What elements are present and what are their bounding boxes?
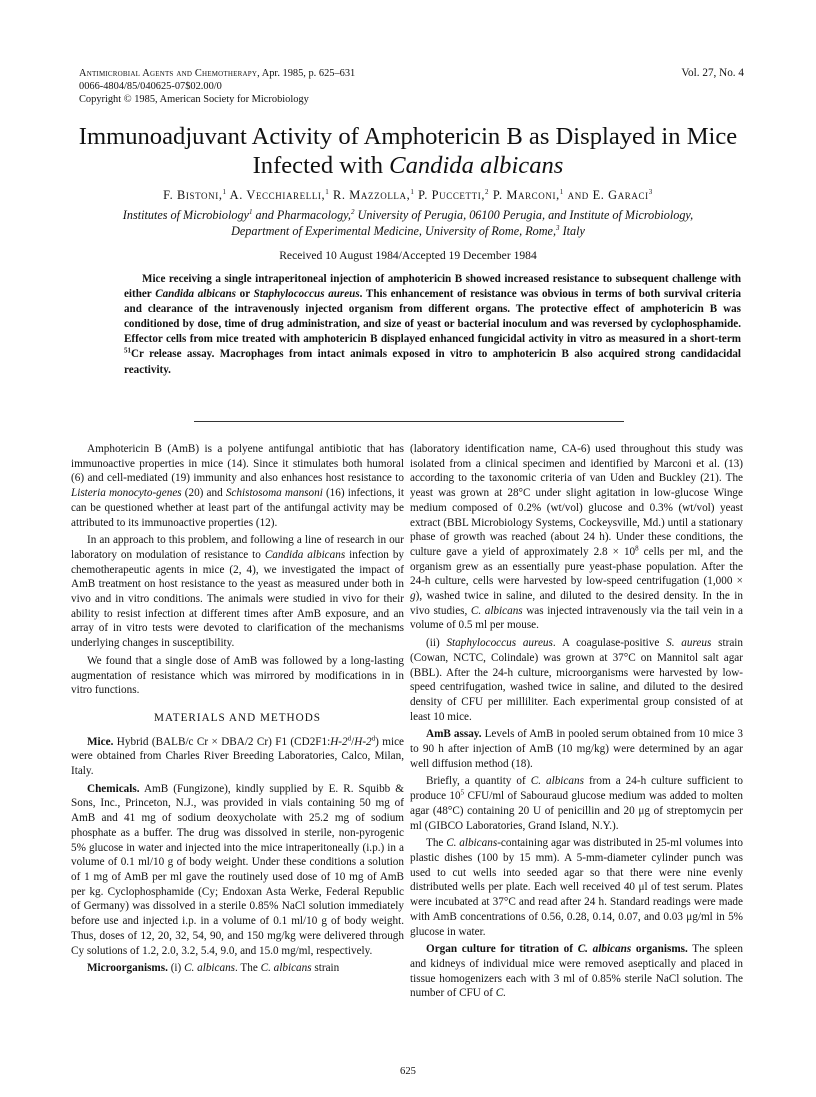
abstract-species: Staphylococcus aureus	[253, 288, 360, 301]
issue-date: , Apr. 1985, p. 625–631	[257, 68, 356, 79]
affiliation-text: Italy	[559, 224, 585, 238]
staph-paragraph: (ii) Staphylococcus aureus. A coagulase-positive S. aureus strain (Cowan, NCTC, Colindale) was grown at 37°C on Mannitol salt agar (BBL). After the 24-h culture, microorganisms were harvested by low-speed centrifugation, washed twice in saline, and diluted to the desired density of CFU per milliliter. Each experimental group consisted of at least 10 mice.	[410, 637, 743, 723]
affiliation-text: University of Perugia, 06100 Perugia, and Institute of Microbiology,	[354, 208, 694, 222]
intro-paragraph-2: In an approach to this problem, and following a line of research in our laboratory on modulation of resistance to Candida albicans infection by chemotherapeutic agents in mice (2, 4), we investigated the impact of AmB treatment on host resistance to the yeast as measured under both in vivo and in vitro conditions. The animals were studied in vivo for their ability to resist infection at different times after AmB exposure, and an array of in vitro tests were devoted to clarification of the mechanisms underlying changes in susceptibility.	[71, 534, 405, 650]
author: A. Vecchiarelli,	[229, 188, 326, 202]
running-header	[79, 67, 519, 106]
author-affiliation-mark: 3	[648, 187, 653, 196]
author-list	[60, 188, 756, 203]
article-title	[70, 122, 746, 180]
abstract-text: . This enhancement of resistance was obvious in terms of both survival criteria and clearance of the intravenously injected organism from different organs. The protective effect of amphotericin B was conditioned by dose, time of drug administration, and size of yeast or bacterial inoculum and was reversed by cyclophosphamide. Effector cells from mice treated with amphotericin B displayed enhanced fungicidal activity in vitro as measured in a short-term	[124, 288, 741, 346]
organ-culture-paragraph: Organ culture for titration of C. albicans organisms. The spleen and kidneys of individual mice were removed aseptically and placed in tissue homogenizers each with 3 ml of 0.85% sterile NaCl solution. The number of CFU of C.	[410, 943, 743, 1000]
journal-name: Antimicrobial Agents and Chemotherapy	[79, 68, 258, 79]
abstract-species: Candida albicans	[155, 288, 236, 301]
author-affiliation-mark: 1	[410, 187, 415, 196]
section-heading: MATERIALS AND METHODS	[153, 711, 322, 724]
strain-paragraph: (laboratory identification name, CA-6) used throughout this study was isolated from a clinical specimen and identified by Marconi et al. (13) according to the taxonomic criteria of van Uden and Buckley (21). The yeast was grown at 28°C under slight agitation in low-glucose Winge medium composed of 0.2% (wt/vol) glucose and 0.3% (wt/vol) yeast extract (BBL Microbiology Systems, Cockeysville, Md.) until a stationary phase of growth was reached (about 24 h). Under these conditions, the culture gave a yield of approximately $2.8 \times 10^8$ cells per ml, and the organism grew as an essentially pure yeast-phase population. After the 24-h culture, cells were harvested by low-speed centrifugation (1,000 × g), washed twice in saline, and diluted to the desired density. In the in vivo studies, C. albicans was injected intravenously via the tail vein in a volume of 0.5 ml per mouse.	[410, 443, 744, 632]
title-line-1: Immunoadjuvant Activity of Amphotericin B as Displayed in Mice	[78, 123, 738, 150]
author-affiliation-mark: 1	[222, 187, 227, 196]
paragraph-label: Chemicals.	[87, 782, 140, 795]
author-affiliation-mark: 1	[325, 187, 330, 196]
author: and E. Garaci	[567, 188, 649, 202]
briefly-paragraph: Briefly, a quantity of C. albicans from a 24-h culture sufficient to produce $10^5$ CFU/ml of Sabouraud glucose medium was added to molten agar (48°C) containing 20 U of penicillin and 20 μg of streptomycin per ml (GIBCO Laboratories, Grand Island, N.Y.).	[410, 775, 744, 832]
received-dates: Received 10 August 1984/Accepted 19 December 1984	[279, 249, 537, 262]
abstract-text: or	[235, 288, 254, 301]
volume-info: Vol. 27, No. 4	[681, 67, 744, 79]
microorganisms-paragraph: Microorganisms. (i) C. albicans. The C. albicans strain	[87, 962, 340, 975]
author: R. Mazzolla,	[333, 188, 411, 202]
page-number: 625	[400, 1066, 416, 1077]
title-line-2: Infected with	[252, 152, 390, 179]
left-column	[71, 442, 404, 979]
paragraph-label: AmB assay.	[426, 728, 482, 741]
intro-paragraph-1: Amphotericin B (AmB) is a polyene antifungal antibiotic that has immunoactive properties in mice (14). Since it stimulates both humoral (6) and cell-mediated (19) immunity and also enhances host resistance to Listeria monocyto-genes (20) and Schistosoma mansoni (16) infections, it can be questioned whether at least part of the antifungal activity may be attributed to its immunoactive properties (12).	[71, 443, 404, 529]
author-affiliation-mark: 2	[485, 187, 490, 196]
journal-citation	[79, 67, 519, 80]
author: F. Bistoni,	[163, 188, 223, 202]
right-column	[410, 442, 743, 1004]
affiliation-text: Institutes of Microbiology	[122, 208, 249, 222]
agar-paragraph: The C. albicans-containing agar was distributed in 25-ml volumes into plastic dishes (100 by 15 mm). A 5-mm-diameter cylinder punch was used to cut wells into seeded agar so that there were nine evenly distributed wells per plate. Each well received 40 μl of test serum. Plates were incubated at 37°C and read after 24 h. Standard readings were made with AmB concentrations of 0.56, 0.28, 0.14, 0.07, and 0.03 μg/ml in 5% glucose in water.	[410, 837, 743, 938]
affiliation-mark: 2	[350, 207, 355, 216]
abstract	[124, 272, 741, 378]
paragraph-label: Microorganisms.	[87, 962, 168, 975]
affiliation-text: and Pharmacology,	[252, 208, 351, 222]
mice-paragraph: Mice. Hybrid (BALB/c Cr × DBA/2 Cr) F1 (CD2F1:H-2$^d$/H-2$^d$) mice were obtained from Charles River Breeding Laboratories, Calco, Milan, Italy.	[71, 733, 404, 778]
affiliation-text: Department of Experimental Medicine, University of Rome, Rome,	[231, 224, 557, 238]
affiliation-mark: 1	[248, 207, 253, 216]
affiliations	[60, 207, 756, 239]
author: P. Puccetti,	[418, 188, 486, 202]
abstract-text: Mice receiving a single intraperitoneal injection of amphotericin B showed increased resistance to subsequent challenge with either	[124, 273, 741, 301]
chemicals-paragraph: Chemicals. AmB (Fungizone), kindly supplied by E. R. Squibb & Sons, Inc., Princeton, N.J., was provided in vials containing 50 mg of AmB and 41 mg of sodium deoxycholate with 25.2 mg of sodium phosphate as a buffer. The drug was dissolved in sterile, non-pyrogenic 5% glucose in water and injected into the mice intraperitoneally (i.p.) in a volume of 0.1 ml/10 g of body weight. Under these conditions a solution of 1 mg of AmB per ml gave the routinely used dose of 10 mg of AmB per kg. Cyclophosphamide (Cy; Endoxan Asta Werke, Federal Republic of Germany) was dissolved in a sterile 0.85% NaCl solution immediately before use and injected i.p. in a volume of 0.1 ml/10 g of body weight. Thus, doses of 12, 20, 32, 54, 90, and 150 mg/kg were delivered through Cy solutions of 1.2, 2.0, 3.2, 5.4, 9.0, and 15.0 mg/ml, respectively.	[71, 782, 404, 957]
title-species: Candida albicans	[389, 152, 564, 179]
author-affiliation-mark: 1	[559, 187, 564, 196]
paragraph-label: Organ culture for titration of C. albicans organisms.	[426, 943, 688, 956]
amb-assay-paragraph: AmB assay. Levels of AmB in pooled serum obtained from 10 mice 3 to 90 h after injection of AmB (10 mg/kg) were determined by an agar well diffusion method (18).	[410, 728, 743, 770]
intro-paragraph-3: We found that a single dose of AmB was followed by a long-lasting augmentation of resistance which was mirrored by modifications in in vitro functions.	[71, 654, 404, 697]
copyright: Copyright © 1985, American Society for Microbiology	[79, 94, 309, 105]
isotope-superscript: 51	[124, 346, 131, 355]
affiliation-mark: 3	[556, 223, 560, 232]
abstract-divider	[194, 421, 624, 422]
paragraph-label: Mice.	[87, 735, 114, 748]
issn-code: 0066-4804/85/040625-07$02.00/0	[79, 81, 222, 92]
author: P. Marconi,	[492, 188, 560, 202]
abstract-text: Cr release assay. Macrophages from intact animals exposed in vitro to amphotericin B also acquired strong candidacidal reactivity.	[124, 348, 741, 376]
